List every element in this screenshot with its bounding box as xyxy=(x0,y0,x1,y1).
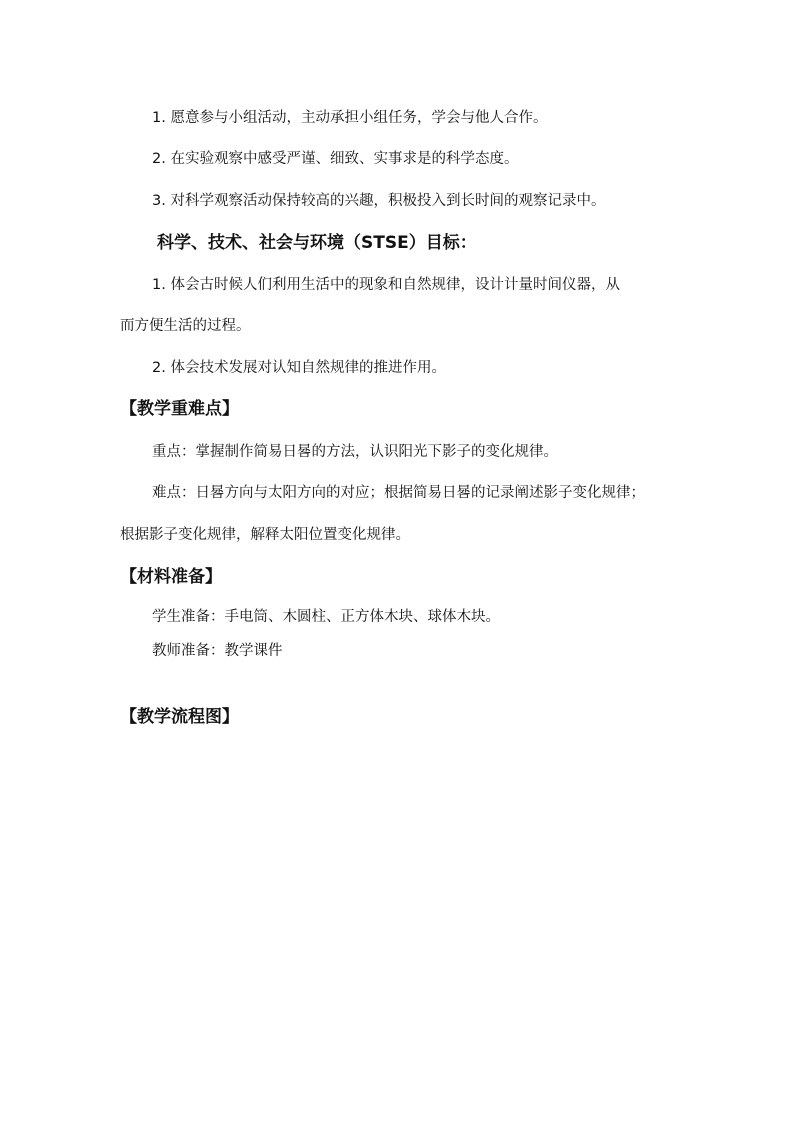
key-point-difficulty-line-2: 根据影子变化规律，解释太阳位置变化规律。 xyxy=(120,527,410,543)
stse-goal-1-line-1: 1. 体会古时候人们利用生活中的现象和自然规律，设计计量时间仪器，从 xyxy=(152,277,620,293)
key-point-focus: 重点：掌握制作简易日晷的方法，认识阳光下影子的变化规律。 xyxy=(152,444,558,460)
stse-goals-title: 科学、技术、社会与环境（STSE）目标： xyxy=(157,233,477,253)
materials-heading: 【材料准备】 xyxy=(120,567,222,587)
stse-goal-2: 2. 体会技术发展对认知自然规律的推进作用。 xyxy=(152,360,446,376)
attitude-goal-1: 1. 愿意参与小组活动，主动承担小组任务，学会与他人合作。 xyxy=(152,110,548,126)
materials-teacher: 教师准备：教学课件 xyxy=(152,643,283,659)
materials-student: 学生准备：手电筒、木圆柱、正方体木块、球体木块。 xyxy=(152,609,500,625)
stse-goal-1-line-2: 而方便生活的过程。 xyxy=(120,318,251,334)
key-point-difficulty-line-1: 难点：日晷方向与太阳方向的对应；根据简易日晷的记录阐述影子变化规律； xyxy=(152,485,645,501)
flowchart-heading: 【教学流程图】 xyxy=(120,707,239,727)
attitude-goal-2: 2. 在实验观察中感受严谨、细致、实事求是的科学态度。 xyxy=(152,151,519,167)
attitude-goal-3: 3. 对科学观察活动保持较高的兴趣，积极投入到长时间的观察记录中。 xyxy=(152,193,606,209)
key-points-heading: 【教学重难点】 xyxy=(120,399,239,419)
